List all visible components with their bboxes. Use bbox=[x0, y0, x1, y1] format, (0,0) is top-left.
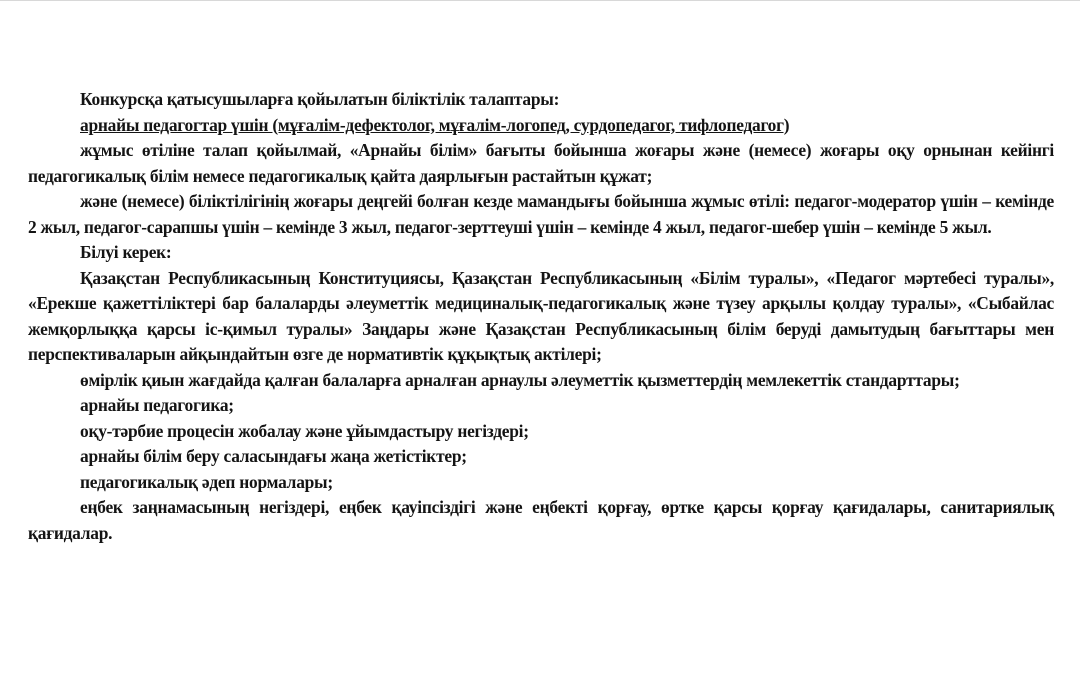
knowledge-item: педагогикалық әдеп нормалары; bbox=[80, 471, 333, 492]
knowledge-item: арнайы педагогика; bbox=[80, 395, 234, 415]
requirement-paragraph: жұмыс өтіліне талап қойылмай, «Арнайы білім» бағыты бойынша жоғары және (немесе) жоғары оқу орнынан кейінгі педагогикалық білім немесе педагогикалық қайта даярлығын растайтын құжат; bbox=[28, 140, 1054, 186]
requirement-paragraph: және (немесе) біліктілігінің жоғары деңгейі болған кезде мамандығы бойынша жұмыс өтілі: педагог-модератор үшін – кемінде 2 жыл, педагог-сарапшы үшін – кемінде 3 жыл, педагог-зерттеуші үшін – кемінде 4 жыл, педагог-шебер үшін – кемінде 5 жыл. bbox=[28, 191, 1054, 237]
document-subtitle: арнайы педагогтар үшін (мұғалім-дефектолог, мұғалім-логопед, сурдопедагог, тифлопедагог) bbox=[80, 114, 790, 135]
knowledge-item: арнайы білім беру саласындағы жаңа жетістіктер; bbox=[80, 446, 467, 466]
knowledge-item: оқу-тәрбие процесін жобалау және ұйымдастыру негіздері; bbox=[80, 420, 529, 441]
knowledge-item: өмірлік қиын жағдайда қалған балаларға арналған арнаулы әлеуметтік қызметтердің мемлекеттік стандарттары; bbox=[80, 369, 960, 390]
document-title: Конкурсқа қатысушыларға қойылатын біліктілік талаптары: bbox=[80, 89, 560, 109]
knowledge-item: Қазақстан Республикасының Конституциясы, Қазақстан Республикасының «Білім туралы», «Педагог мәртебесі туралы», «Ерекше қажеттіліктері бар балаларды әлеуметтік медициналық-педагогикалық және түзеу арқылы қолдау туралы», «Сыбайлас жемқорлыққа қарсы іс-қимыл туралы» Заңдары және Қазақстан Республикасының білім беруді дамытудың бағыттары мен перспективаларын айқындайтын өзге де нормативтік құқықтық актілері; bbox=[28, 267, 1054, 364]
document-body bbox=[28, 87, 1054, 546]
knowledge-heading: Білуі керек: bbox=[80, 242, 172, 262]
knowledge-item: еңбек заңнамасының негіздері, еңбек қауіпсіздігі және еңбекті қорғау, өртке қарсы қорғау қағидалары, санитариялық қағидалар. bbox=[28, 497, 1054, 543]
